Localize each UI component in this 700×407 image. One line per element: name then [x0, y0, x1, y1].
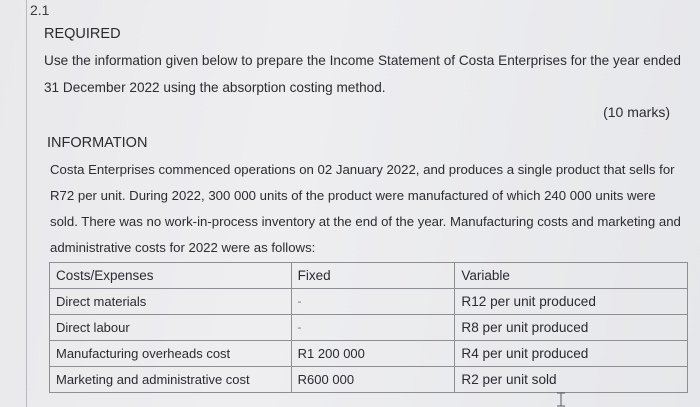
instruction-text: Use the information given below to prepare the Income Statement of Costa Enterprises for the year ended 31 December 2022 using the absorption costing method.: [44, 53, 681, 95]
header-fixed: Fixed: [291, 263, 455, 289]
cell-fixed: -: [291, 315, 455, 341]
cell-item: Direct materials: [50, 289, 292, 315]
table-row: [50, 289, 688, 315]
table-row: [50, 367, 688, 393]
table-row: [50, 315, 688, 341]
question-number: 2.1: [30, 2, 50, 18]
cell-item: Manufacturing overheads cost: [50, 341, 292, 367]
text-cursor-icon: [556, 392, 566, 407]
information-heading: INFORMATION: [47, 135, 148, 151]
costs-table: [49, 262, 688, 393]
marks-label: (10 marks): [603, 104, 670, 120]
margin-rule: [26, 0, 27, 407]
cell-fixed: R1 200 000: [291, 341, 455, 367]
cell-fixed: -: [291, 289, 455, 315]
table-header-row: [50, 263, 688, 289]
cell-fixed: R600 000: [291, 367, 455, 393]
table-row: [50, 341, 688, 367]
cell-item: Direct labour: [50, 315, 292, 341]
cell-item: Marketing and administrative cost: [50, 367, 292, 393]
cell-variable: R8 per unit produced: [455, 315, 688, 341]
header-variable: Variable: [455, 263, 688, 289]
cell-variable: R2 per unit sold: [455, 367, 688, 393]
information-paragraph: Costa Enterprises commenced operations on 02 January 2022, and produces a single product that sells for R72 per unit. During 2022, 300 000 units of the product were manufactured of which 240 000 units were sold. There was no work-in-process inventory at the end of the year. Manufacturing costs and marketing and administrative costs for 2022 were as follows:: [50, 162, 681, 255]
cell-variable: R4 per unit produced: [455, 341, 688, 367]
header-costs-expenses: Costs/Expenses: [50, 263, 292, 289]
cell-variable: R12 per unit produced: [455, 289, 688, 315]
required-heading: REQUIRED: [44, 26, 121, 42]
